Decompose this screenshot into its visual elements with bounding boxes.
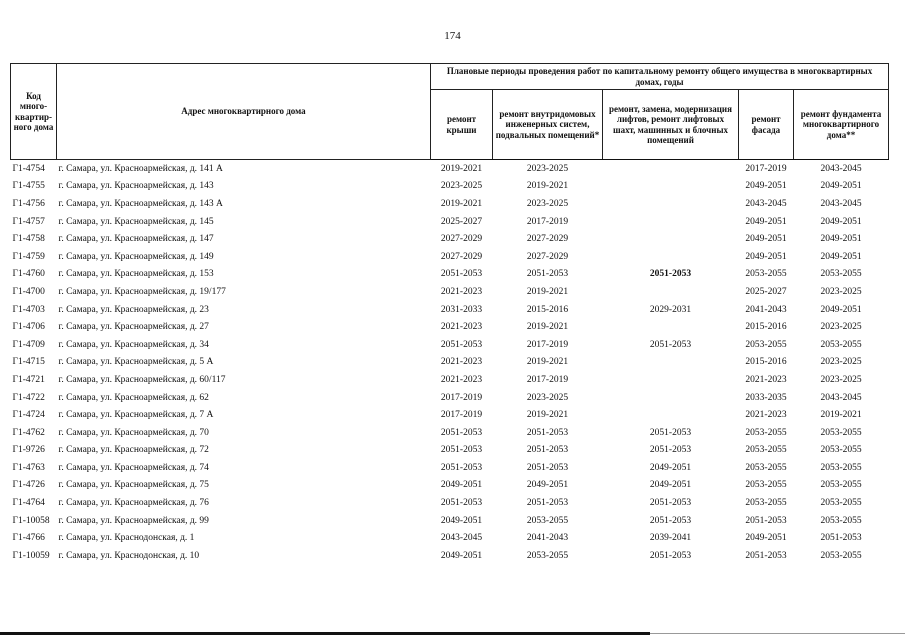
row-address: г. Самара, ул. Красноармейская, д. 5 А [58, 357, 214, 368]
row-systems-period: 2019-2021 [526, 181, 569, 192]
row-foundation-period: 2019-2021 [820, 410, 862, 421]
table-row [11, 512, 889, 530]
row-foundation-period: 2023-2025 [820, 374, 862, 385]
row-lifts-period: 2051-2053 [649, 269, 692, 280]
row-roof-period: 2021-2023 [440, 322, 483, 333]
row-roof-period: 2051-2053 [440, 498, 483, 509]
table-row [11, 459, 889, 477]
row-systems-period: 2051-2053 [526, 498, 569, 509]
row-address: г. Самара, ул. Красноармейская, д. 27 [58, 322, 209, 333]
row-facade-period: 2015-2016 [745, 357, 787, 368]
row-code: Г1-10058 [12, 515, 50, 526]
row-address: г. Самара, ул. Красноармейская, д. 7 А [58, 410, 214, 421]
row-foundation-period: 2043-2045 [820, 163, 862, 174]
row-lifts-period [603, 213, 739, 231]
row-facade-period: 2043-2045 [745, 198, 787, 209]
row-facade-period: 2021-2023 [745, 410, 787, 421]
row-lifts-period: 2051-2053 [649, 550, 692, 561]
row-facade-period: 2053-2055 [745, 427, 787, 438]
row-foundation-period: 2053-2055 [820, 462, 862, 473]
row-address: г. Самара, ул. Красноармейская, д. 75 [58, 480, 209, 491]
row-systems-period: 2053-2055 [526, 515, 569, 526]
row-facade-period: 2049-2051 [745, 251, 787, 262]
row-code: Г1-10059 [12, 550, 50, 561]
row-lifts-period: 2051-2053 [649, 339, 692, 350]
row-roof-period: 2019-2021 [440, 163, 483, 174]
row-code: Г1-4722 [12, 392, 45, 403]
row-systems-period: 2049-2051 [526, 480, 569, 491]
row-systems-period: 2019-2021 [526, 286, 569, 297]
row-facade-period: 2053-2055 [745, 339, 787, 350]
row-address: г. Самара, ул. Красноармейская, д. 99 [58, 515, 209, 526]
row-address: г. Самара, ул. Красноармейская, д. 74 [58, 462, 209, 473]
table-row [11, 406, 889, 424]
row-facade-period: 2049-2051 [745, 216, 787, 227]
table-row [11, 301, 889, 319]
row-lifts-period: 2049-2051 [649, 462, 692, 473]
row-roof-period: 2021-2023 [440, 374, 483, 385]
row-systems-period: 2017-2019 [526, 374, 569, 385]
row-foundation-period: 2053-2055 [820, 269, 862, 280]
row-code: Г1-4759 [12, 251, 45, 262]
scan-edge-line-faint [650, 633, 905, 634]
row-systems-period: 2019-2021 [526, 357, 569, 368]
row-lifts-period [603, 178, 739, 196]
row-roof-period: 2049-2051 [440, 515, 483, 526]
row-foundation-period: 2049-2051 [820, 251, 862, 262]
row-code: Г1-4715 [12, 357, 45, 368]
row-foundation-period: 2049-2051 [820, 304, 862, 315]
table-row [11, 494, 889, 512]
row-foundation-period: 2049-2051 [820, 234, 862, 245]
row-address: г. Самара, ул. Красноармейская, д. 143 А [58, 198, 223, 209]
row-address: г. Самара, ул. Красноармейская, д. 141 А [58, 163, 223, 174]
row-code: Г1-4756 [12, 198, 45, 209]
row-facade-period: 2025-2027 [745, 286, 787, 297]
row-facade-period: 2053-2055 [745, 480, 787, 491]
row-code: Г1-4703 [12, 304, 45, 315]
header-roof: ремонт крыши [431, 90, 493, 160]
row-address: г. Самара, ул. Краснодонская, д. 10 [58, 550, 200, 561]
row-code: Г1-4721 [12, 374, 45, 385]
table-row [11, 477, 889, 495]
row-code: Г1-9726 [12, 445, 45, 456]
row-roof-period: 2021-2023 [440, 357, 483, 368]
row-code: Г1-4758 [12, 234, 45, 245]
table-row [11, 547, 889, 565]
table-header [11, 64, 889, 160]
row-roof-period: 2017-2019 [440, 392, 483, 403]
repair-schedule-table [10, 63, 889, 565]
row-address: г. Самара, ул. Красноармейская, д. 60/117 [58, 374, 226, 385]
row-foundation-period: 2049-2051 [820, 216, 862, 227]
row-systems-period: 2051-2053 [526, 462, 569, 473]
row-lifts-period [603, 230, 739, 248]
row-facade-period: 2049-2051 [745, 181, 787, 192]
row-foundation-period: 2023-2025 [820, 286, 862, 297]
row-systems-period: 2023-2025 [526, 163, 569, 174]
row-code: Г1-4760 [12, 269, 45, 280]
row-lifts-period [603, 160, 739, 178]
table-row [11, 178, 889, 196]
row-foundation-period: 2049-2051 [820, 181, 862, 192]
row-systems-period: 2027-2029 [526, 251, 569, 262]
table-row [11, 213, 889, 231]
row-roof-period: 2027-2029 [440, 251, 483, 262]
row-code: Г1-4754 [12, 163, 45, 174]
row-address: г. Самара, ул. Краснодонская, д. 1 [58, 533, 195, 544]
row-address: г. Самара, ул. Красноармейская, д. 149 [58, 251, 214, 262]
row-foundation-period: 2053-2055 [820, 339, 862, 350]
row-roof-period: 2051-2053 [440, 427, 483, 438]
header-facade: ремонт фасада [739, 90, 794, 160]
table-row [11, 195, 889, 213]
row-lifts-period: 2051-2053 [649, 445, 692, 456]
row-lifts-period: 2051-2053 [649, 427, 692, 438]
row-roof-period: 2031-2033 [440, 304, 483, 315]
row-code: Г1-4762 [12, 427, 45, 438]
table-body [11, 160, 889, 565]
row-address: г. Самара, ул. Красноармейская, д. 19/177 [58, 286, 226, 297]
row-facade-period: 2015-2016 [745, 322, 787, 333]
row-facade-period: 2049-2051 [745, 533, 787, 544]
row-facade-period: 2033-2035 [745, 392, 787, 403]
row-lifts-period [603, 371, 739, 389]
table-row [11, 424, 889, 442]
row-lifts-period: 2049-2051 [649, 480, 692, 491]
row-foundation-period: 2053-2055 [820, 480, 862, 491]
row-lifts-period: 2039-2041 [649, 533, 692, 544]
row-roof-period: 2051-2053 [440, 445, 483, 456]
row-lifts-period: 2029-2031 [649, 304, 692, 315]
row-roof-period: 2051-2053 [440, 269, 483, 280]
row-code: Г1-4764 [12, 498, 45, 509]
header-address: Адрес многоквартирного дома [57, 64, 431, 160]
row-systems-period: 2015-2016 [526, 304, 569, 315]
row-facade-period: 2049-2051 [745, 234, 787, 245]
scan-edge-line [0, 632, 650, 635]
table-row [11, 336, 889, 354]
table-row [11, 248, 889, 266]
row-foundation-period: 2043-2045 [820, 392, 862, 403]
row-systems-period: 2017-2019 [526, 339, 569, 350]
row-address: г. Самара, ул. Красноармейская, д. 72 [58, 445, 209, 456]
row-foundation-period: 2053-2055 [820, 498, 862, 509]
row-lifts-period [603, 354, 739, 372]
table-row [11, 230, 889, 248]
row-facade-period: 2051-2053 [745, 515, 787, 526]
row-roof-period: 2049-2051 [440, 480, 483, 491]
row-foundation-period: 2053-2055 [820, 427, 862, 438]
row-roof-period: 2051-2053 [440, 339, 483, 350]
row-lifts-period [603, 283, 739, 301]
header-planned-periods: Плановые периоды проведения работ по капитальному ремонту общего имущества в многоквартирных домах, годы [431, 64, 889, 90]
row-systems-period: 2051-2053 [526, 445, 569, 456]
row-facade-period: 2053-2055 [745, 462, 787, 473]
row-code: Г1-4700 [12, 286, 45, 297]
row-address: г. Самара, ул. Красноармейская, д. 145 [58, 216, 214, 227]
row-code: Г1-4766 [12, 533, 45, 544]
row-systems-period: 2019-2021 [526, 410, 569, 421]
row-code: Г1-4726 [12, 480, 45, 491]
row-address: г. Самара, ул. Красноармейская, д. 143 [58, 181, 214, 192]
row-lifts-period [603, 318, 739, 336]
row-lifts-period [603, 195, 739, 213]
row-address: г. Самара, ул. Красноармейская, д. 76 [58, 498, 209, 509]
row-systems-period: 2041-2043 [526, 533, 569, 544]
row-address: г. Самара, ул. Красноармейская, д. 23 [58, 304, 209, 315]
row-facade-period: 2051-2053 [745, 550, 787, 561]
header-foundation: ремонт фундамента многоквартирного дома** [794, 90, 889, 160]
table-row [11, 354, 889, 372]
row-foundation-period: 2053-2055 [820, 550, 862, 561]
row-code: Г1-4709 [12, 339, 45, 350]
row-address: г. Самара, ул. Красноармейская, д. 34 [58, 339, 209, 350]
row-foundation-period: 2051-2053 [820, 533, 862, 544]
row-address: г. Самара, ул. Красноармейская, д. 70 [58, 427, 209, 438]
row-foundation-period: 2023-2025 [820, 357, 862, 368]
row-code: Г1-4757 [12, 216, 45, 227]
row-lifts-period [603, 248, 739, 266]
row-facade-period: 2053-2055 [745, 269, 787, 280]
row-systems-period: 2053-2055 [526, 550, 569, 561]
row-systems-period: 2019-2021 [526, 322, 569, 333]
row-code: Г1-4763 [12, 462, 45, 473]
row-facade-period: 2041-2043 [745, 304, 787, 315]
header-code: Код много-квартир-ного дома [11, 64, 57, 160]
row-lifts-period: 2051-2053 [649, 515, 692, 526]
header-lifts: ремонт, замена, модернизация лифтов, ремонт лифтовых шахт, машинных и блочных помещений [603, 90, 739, 160]
table-row [11, 283, 889, 301]
row-address: г. Самара, ул. Красноармейская, д. 153 [58, 269, 214, 280]
row-foundation-period: 2023-2025 [820, 322, 862, 333]
row-systems-period: 2023-2025 [526, 198, 569, 209]
table-row [11, 318, 889, 336]
row-roof-period: 2021-2023 [440, 286, 483, 297]
row-systems-period: 2017-2019 [526, 216, 569, 227]
row-roof-period: 2023-2025 [440, 181, 483, 192]
row-roof-period: 2019-2021 [440, 198, 483, 209]
row-code: Г1-4724 [12, 410, 45, 421]
row-facade-period: 2053-2055 [745, 498, 787, 509]
row-roof-period: 2049-2051 [440, 550, 483, 561]
row-systems-period: 2027-2029 [526, 234, 569, 245]
row-facade-period: 2053-2055 [745, 445, 787, 456]
table-row [11, 529, 889, 547]
table-row [11, 160, 889, 178]
row-facade-period: 2017-2019 [745, 163, 787, 174]
row-roof-period: 2017-2019 [440, 410, 483, 421]
table-row [11, 389, 889, 407]
row-foundation-period: 2053-2055 [820, 445, 862, 456]
table-row [11, 371, 889, 389]
row-roof-period: 2025-2027 [440, 216, 483, 227]
table-row [11, 442, 889, 460]
row-roof-period: 2027-2029 [440, 234, 483, 245]
row-roof-period: 2051-2053 [440, 462, 483, 473]
table-row [11, 266, 889, 284]
row-roof-period: 2043-2045 [440, 533, 483, 544]
row-facade-period: 2021-2023 [745, 374, 787, 385]
row-code: Г1-4755 [12, 181, 45, 192]
page-number: 174 [444, 30, 461, 42]
row-lifts-period [603, 389, 739, 407]
row-systems-period: 2023-2025 [526, 392, 569, 403]
row-code: Г1-4706 [12, 322, 45, 333]
row-foundation-period: 2043-2045 [820, 198, 862, 209]
row-systems-period: 2051-2053 [526, 269, 569, 280]
row-systems-period: 2051-2053 [526, 427, 569, 438]
header-engineering-systems: ремонт внутридомовых инженерных систем, подвальных помещений* [493, 90, 603, 160]
row-lifts-period [603, 406, 739, 424]
row-foundation-period: 2053-2055 [820, 515, 862, 526]
row-address: г. Самара, ул. Красноармейская, д. 62 [58, 392, 209, 403]
row-lifts-period: 2051-2053 [649, 498, 692, 509]
row-address: г. Самара, ул. Красноармейская, д. 147 [58, 234, 214, 245]
